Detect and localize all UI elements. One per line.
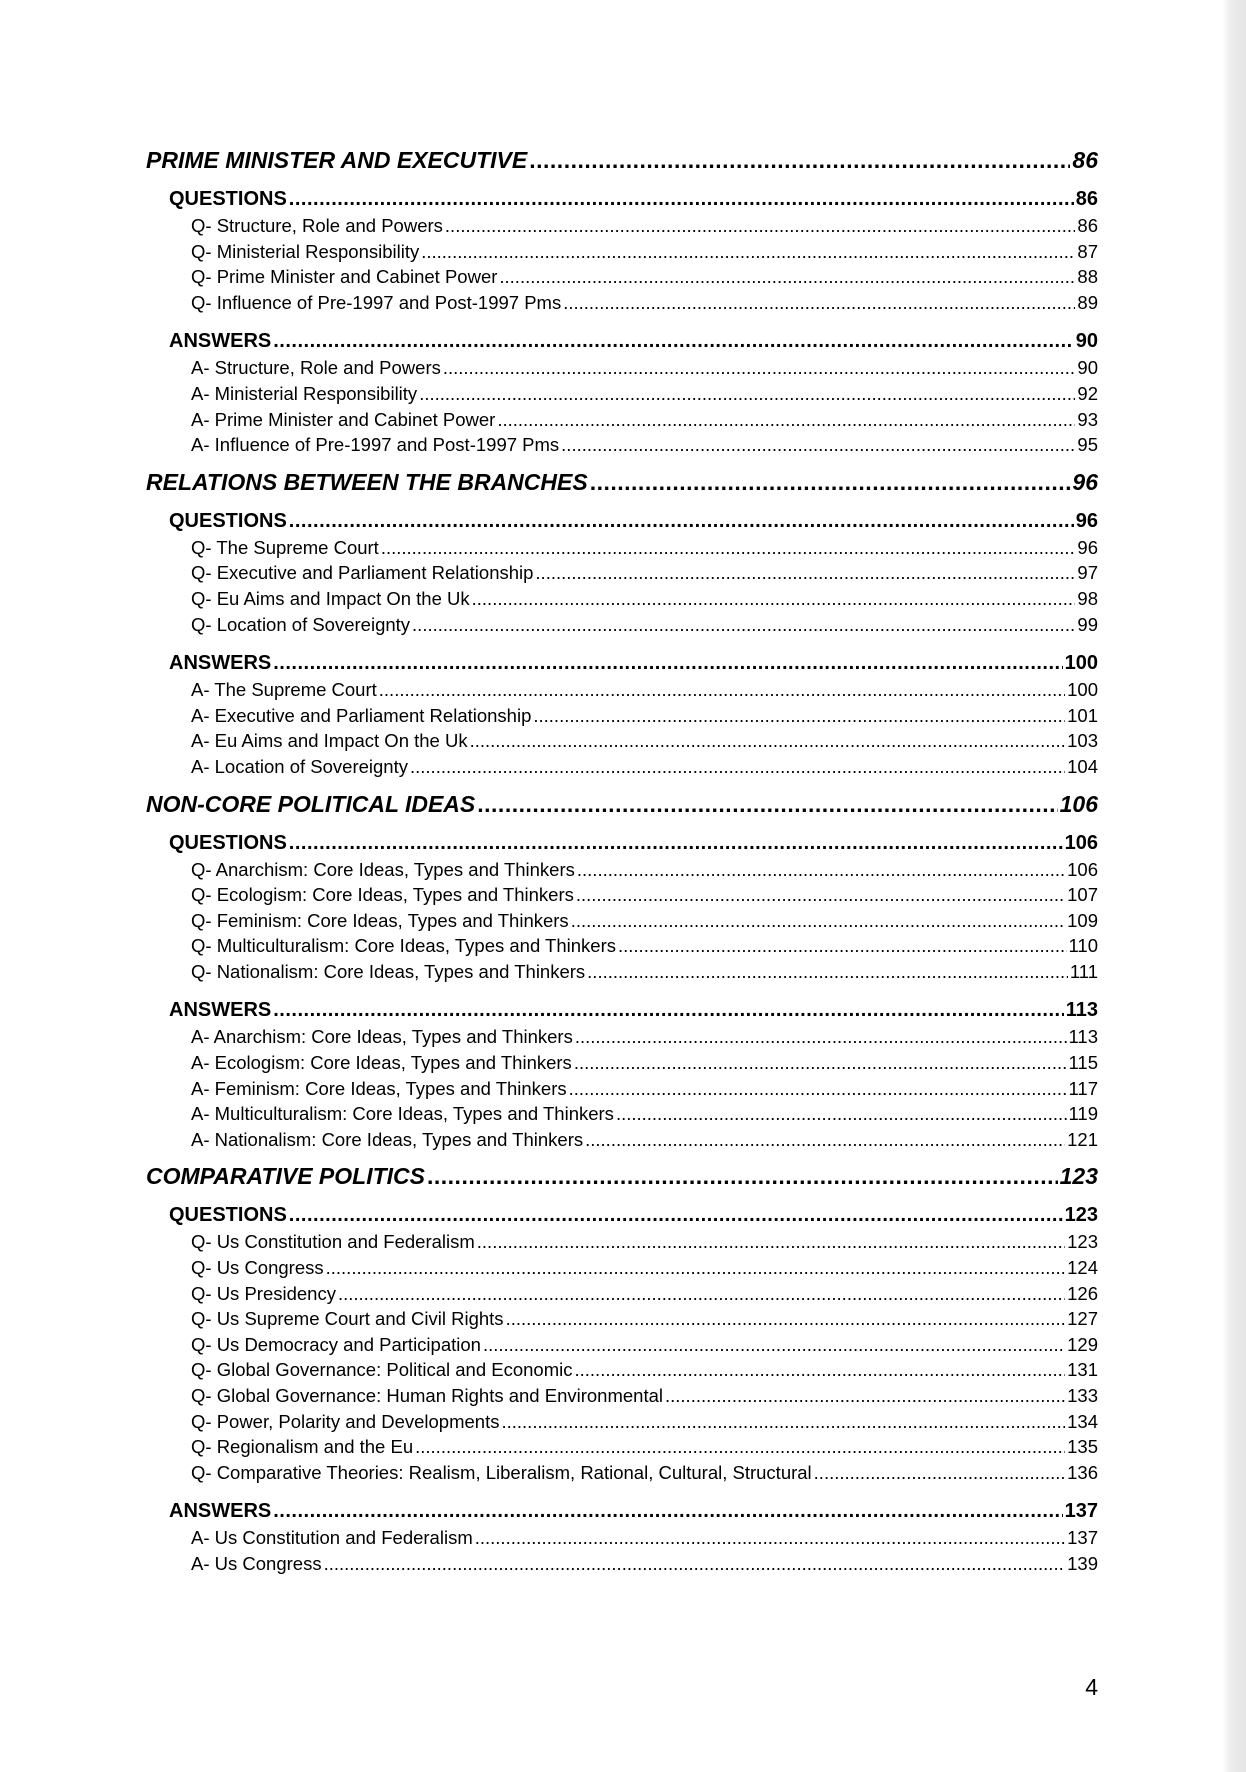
section-heading-label: ANSWERS bbox=[169, 330, 272, 353]
toc-entry-label: A- Us Constitution and Federalism bbox=[191, 1527, 473, 1549]
dot-leader bbox=[421, 239, 1075, 265]
table-of-contents bbox=[146, 145, 1098, 1577]
toc-entry-page-number: 100 bbox=[1067, 679, 1098, 701]
toc-entry-label: Q- Comparative Theories: Realism, Liberalism, Rational, Cultural, Structural bbox=[191, 1461, 812, 1483]
toc-entry[interactable] bbox=[146, 1332, 1098, 1358]
section-heading-label: ANSWERS bbox=[169, 1500, 272, 1523]
dot-leader bbox=[289, 508, 1074, 535]
toc-entry-label: A- Location of Sovereignty bbox=[191, 755, 408, 777]
dot-leader bbox=[575, 1024, 1067, 1050]
dot-leader bbox=[616, 1101, 1067, 1127]
toc-entry-page-number: 131 bbox=[1067, 1359, 1098, 1381]
section-heading[interactable] bbox=[146, 508, 1098, 535]
toc-entry[interactable] bbox=[146, 703, 1098, 729]
toc-entry-page-number: 99 bbox=[1077, 613, 1098, 635]
toc-entry-page-number: 106 bbox=[1067, 858, 1098, 880]
dot-leader bbox=[814, 1460, 1065, 1486]
toc-entry-page-number: 133 bbox=[1067, 1385, 1098, 1406]
chapter-heading[interactable] bbox=[146, 1161, 1098, 1192]
section-heading-label: QUESTIONS bbox=[169, 831, 287, 854]
toc-entry-page-number: 103 bbox=[1067, 730, 1098, 752]
toc-entry-label: Q- Ecologism: Core Ideas, Types and Thinkers bbox=[191, 884, 574, 906]
toc-entry-label: A- Ecologism: Core Ideas, Types and Thinkers bbox=[191, 1052, 572, 1074]
dot-leader bbox=[412, 612, 1075, 638]
dot-leader bbox=[273, 997, 1064, 1024]
section-heading-page-number: 90 bbox=[1075, 330, 1098, 353]
toc-entry-page-number: 139 bbox=[1067, 1552, 1098, 1574]
toc-chapter bbox=[146, 1161, 1098, 1576]
toc-section bbox=[146, 186, 1098, 315]
toc-entry-label: Q- Structure, Role and Powers bbox=[191, 215, 443, 236]
toc-entry-page-number: 121 bbox=[1067, 1128, 1098, 1150]
chapter-heading[interactable] bbox=[146, 145, 1098, 176]
toc-entry[interactable] bbox=[146, 1460, 1098, 1486]
toc-section bbox=[146, 650, 1098, 779]
dot-leader bbox=[533, 703, 1065, 729]
toc-entry[interactable] bbox=[146, 560, 1098, 586]
dot-leader bbox=[338, 1281, 1065, 1307]
toc-entry-page-number: 90 bbox=[1077, 357, 1098, 379]
toc-section bbox=[146, 1498, 1098, 1576]
dot-leader bbox=[571, 908, 1065, 934]
dot-leader bbox=[497, 407, 1075, 433]
toc-entry[interactable] bbox=[146, 1076, 1098, 1102]
toc-entry[interactable] bbox=[146, 213, 1098, 239]
section-heading-label: QUESTIONS bbox=[169, 188, 287, 210]
toc-entry-label: Q- Prime Minister and Cabinet Power bbox=[191, 266, 498, 288]
section-heading[interactable] bbox=[146, 1202, 1098, 1229]
chapter-heading-page-number: 96 bbox=[1072, 468, 1098, 495]
dot-leader bbox=[470, 728, 1066, 754]
toc-entry[interactable] bbox=[146, 239, 1098, 265]
toc-entry-label: Q- Anarchism: Core Ideas, Types and Thinkers bbox=[191, 858, 575, 880]
toc-entry-page-number: 107 bbox=[1067, 884, 1098, 906]
toc-entry-page-number: 111 bbox=[1069, 960, 1098, 982]
dot-leader bbox=[289, 186, 1074, 213]
section-heading[interactable] bbox=[146, 1498, 1098, 1525]
toc-entry-label: Q- Global Governance: Human Rights and Environmental bbox=[191, 1385, 663, 1406]
toc-entry-label: Q- Global Governance: Political and Economic bbox=[191, 1359, 573, 1381]
toc-entry[interactable] bbox=[146, 355, 1098, 381]
dot-leader bbox=[427, 1161, 1058, 1192]
toc-entry-page-number: 115 bbox=[1068, 1052, 1098, 1074]
toc-entry[interactable] bbox=[146, 1229, 1098, 1255]
dot-leader bbox=[483, 1332, 1065, 1358]
dot-leader bbox=[585, 1127, 1065, 1153]
toc-entry[interactable] bbox=[146, 1306, 1098, 1332]
toc-entry-label: Q- Us Presidency bbox=[191, 1282, 336, 1304]
toc-entry[interactable] bbox=[146, 882, 1098, 908]
toc-entry-page-number: 117 bbox=[1068, 1077, 1098, 1099]
toc-entry-label: A- Nationalism: Core Ideas, Types and Thinkers bbox=[191, 1128, 584, 1150]
toc-entry-page-number: 126 bbox=[1067, 1282, 1098, 1304]
section-heading-page-number: 96 bbox=[1075, 509, 1098, 532]
toc-entry[interactable] bbox=[146, 432, 1098, 458]
toc-entry-page-number: 136 bbox=[1067, 1461, 1098, 1483]
toc-entry-page-number: 95 bbox=[1077, 434, 1098, 456]
toc-entry-page-number: 101 bbox=[1067, 704, 1098, 726]
chapter-heading-label: RELATIONS BETWEEN THE BRANCHES bbox=[146, 468, 588, 495]
toc-entry[interactable] bbox=[146, 264, 1098, 290]
dot-leader bbox=[326, 1255, 1066, 1281]
toc-entry-label: Q- Us Congress bbox=[191, 1257, 324, 1279]
toc-entry-page-number: 96 bbox=[1077, 536, 1098, 558]
toc-entry-label: A- The Supreme Court bbox=[191, 679, 377, 701]
toc-entry-label: Q- Us Democracy and Participation bbox=[191, 1333, 481, 1355]
toc-entry-label: A- Anarchism: Core Ideas, Types and Thinkers bbox=[191, 1026, 573, 1048]
toc-entry[interactable] bbox=[146, 1024, 1098, 1050]
toc-entry[interactable] bbox=[146, 1409, 1098, 1435]
section-heading-label: QUESTIONS bbox=[169, 509, 287, 532]
toc-entry-label: A- Eu Aims and Impact On the Uk bbox=[191, 730, 468, 752]
dot-leader bbox=[569, 1076, 1067, 1102]
dot-leader bbox=[590, 467, 1071, 498]
toc-entry-page-number: 124 bbox=[1067, 1257, 1098, 1279]
toc-entry-label: Q- Location of Sovereignty bbox=[191, 613, 411, 635]
toc-entry-page-number: 93 bbox=[1077, 408, 1098, 430]
chapter-heading-label: NON-CORE POLITICAL IDEAS bbox=[146, 790, 476, 817]
section-heading[interactable] bbox=[146, 830, 1098, 857]
section-heading-label: ANSWERS bbox=[169, 652, 272, 675]
toc-entry-label: Q- Power, Polarity and Developments bbox=[191, 1410, 500, 1432]
chapter-heading-label: COMPARATIVE POLITICS bbox=[146, 1163, 425, 1190]
dot-leader bbox=[472, 586, 1076, 612]
toc-entry-page-number: 92 bbox=[1077, 382, 1098, 404]
section-heading-page-number: 106 bbox=[1064, 831, 1098, 854]
section-heading-label: ANSWERS bbox=[169, 999, 272, 1022]
toc-entry[interactable] bbox=[146, 1255, 1098, 1281]
toc-entry[interactable] bbox=[146, 1127, 1098, 1153]
toc-entry-label: Q- Us Supreme Court and Civil Rights bbox=[191, 1308, 504, 1330]
dot-leader bbox=[577, 857, 1065, 883]
toc-section bbox=[146, 830, 1098, 985]
toc-section bbox=[146, 328, 1098, 457]
toc-entry[interactable] bbox=[146, 1357, 1098, 1383]
section-heading-page-number: 113 bbox=[1065, 999, 1098, 1022]
section-heading[interactable] bbox=[146, 186, 1098, 213]
dot-leader bbox=[410, 754, 1065, 780]
dot-leader bbox=[506, 1306, 1066, 1332]
toc-entry-page-number: 86 bbox=[1077, 215, 1098, 236]
section-heading[interactable] bbox=[146, 650, 1098, 677]
page-number: 4 bbox=[1085, 1674, 1098, 1700]
chapter-heading-label: PRIME MINISTER AND EXECUTIVE bbox=[146, 147, 528, 173]
dot-leader bbox=[445, 213, 1076, 239]
dot-leader bbox=[273, 1498, 1062, 1525]
toc-entry-label: Q- Us Constitution and Federalism bbox=[191, 1231, 475, 1253]
dot-leader bbox=[561, 432, 1075, 458]
dot-leader bbox=[499, 264, 1075, 290]
section-heading-page-number: 123 bbox=[1064, 1204, 1098, 1227]
dot-leader bbox=[415, 1434, 1065, 1460]
dot-leader bbox=[575, 1357, 1066, 1383]
dot-leader bbox=[563, 290, 1075, 316]
toc-entry-label: A- Structure, Role and Powers bbox=[191, 357, 441, 379]
toc-entry-label: Q- Feminism: Core Ideas, Types and Thinkers bbox=[191, 909, 569, 931]
toc-entry[interactable] bbox=[146, 677, 1098, 703]
dot-leader bbox=[379, 677, 1065, 703]
chapter-heading-page-number: 86 bbox=[1072, 147, 1098, 173]
toc-entry-label: Q- Eu Aims and Impact On the Uk bbox=[191, 587, 470, 609]
toc-entry-label: Q- The Supreme Court bbox=[191, 536, 379, 558]
toc-entry-page-number: 98 bbox=[1077, 587, 1098, 609]
toc-entry[interactable] bbox=[146, 754, 1098, 780]
toc-chapter bbox=[146, 145, 1098, 458]
toc-entry[interactable] bbox=[146, 612, 1098, 638]
toc-entry-page-number: 88 bbox=[1077, 266, 1098, 288]
toc-entry-label: Q- Influence of Pre-1997 and Post-1997 Pms bbox=[191, 291, 562, 313]
toc-entry-page-number: 134 bbox=[1067, 1410, 1098, 1432]
toc-entry[interactable] bbox=[146, 586, 1098, 612]
toc-entry-label: A- Executive and Parliament Relationship bbox=[191, 704, 532, 726]
dot-leader bbox=[587, 959, 1068, 985]
dot-leader bbox=[273, 328, 1074, 355]
chapter-heading-page-number: 106 bbox=[1059, 790, 1098, 817]
toc-entry-label: Q- Regionalism and the Eu bbox=[191, 1436, 414, 1458]
toc-chapter bbox=[146, 467, 1098, 780]
section-heading-page-number: 100 bbox=[1064, 652, 1098, 675]
toc-entry-page-number: 97 bbox=[1077, 562, 1098, 584]
toc-entry[interactable] bbox=[146, 407, 1098, 433]
dot-leader bbox=[273, 650, 1062, 677]
toc-section bbox=[146, 508, 1098, 637]
dot-leader bbox=[501, 1409, 1065, 1435]
toc-entry-label: A- Us Congress bbox=[191, 1552, 322, 1574]
toc-entry-page-number: 113 bbox=[1068, 1026, 1098, 1048]
toc-chapter bbox=[146, 789, 1098, 1153]
dot-leader bbox=[443, 355, 1076, 381]
dot-leader bbox=[618, 933, 1067, 959]
dot-leader bbox=[475, 1525, 1065, 1551]
toc-entry-page-number: 127 bbox=[1067, 1308, 1098, 1330]
toc-entry[interactable] bbox=[146, 1434, 1098, 1460]
toc-entry[interactable] bbox=[146, 381, 1098, 407]
dot-leader bbox=[289, 1202, 1063, 1229]
toc-entry-page-number: 110 bbox=[1068, 935, 1098, 957]
dot-leader bbox=[665, 1383, 1065, 1409]
toc-entry-page-number: 89 bbox=[1077, 291, 1098, 313]
dot-leader bbox=[324, 1551, 1066, 1577]
toc-entry-page-number: 119 bbox=[1068, 1103, 1098, 1125]
toc-entry[interactable] bbox=[146, 1050, 1098, 1076]
chapter-heading[interactable] bbox=[146, 467, 1098, 498]
dot-leader bbox=[535, 560, 1075, 586]
toc-entry-page-number: 129 bbox=[1067, 1333, 1098, 1355]
toc-entry-label: Q- Nationalism: Core Ideas, Types and Thinkers bbox=[191, 960, 586, 982]
toc-entry[interactable] bbox=[146, 535, 1098, 561]
toc-entry[interactable] bbox=[146, 728, 1098, 754]
section-heading[interactable] bbox=[146, 997, 1098, 1024]
toc-section bbox=[146, 997, 1098, 1152]
dot-leader bbox=[574, 1050, 1067, 1076]
toc-entry-label: A- Feminism: Core Ideas, Types and Thinkers bbox=[191, 1077, 567, 1099]
toc-entry[interactable] bbox=[146, 857, 1098, 883]
toc-entry[interactable] bbox=[146, 1281, 1098, 1307]
toc-entry[interactable] bbox=[146, 1101, 1098, 1127]
dot-leader bbox=[477, 1229, 1065, 1255]
chapter-heading-page-number: 123 bbox=[1059, 1163, 1098, 1190]
toc-entry-page-number: 109 bbox=[1067, 909, 1098, 931]
dot-leader bbox=[529, 145, 1070, 176]
toc-entry[interactable] bbox=[146, 1383, 1098, 1409]
toc-entry-page-number: 87 bbox=[1077, 240, 1098, 262]
toc-entry[interactable] bbox=[146, 933, 1098, 959]
dot-leader bbox=[477, 789, 1057, 820]
toc-entry-label: A- Prime Minister and Cabinet Power bbox=[191, 408, 496, 430]
toc-entry-label: Q- Ministerial Responsibility bbox=[191, 240, 420, 262]
toc-entry[interactable] bbox=[146, 908, 1098, 934]
toc-entry-page-number: 123 bbox=[1067, 1231, 1098, 1253]
toc-entry-label: Q- Multiculturalism: Core Ideas, Types and Thinkers bbox=[191, 935, 616, 957]
dot-leader bbox=[381, 535, 1076, 561]
section-heading[interactable] bbox=[146, 328, 1098, 355]
section-heading-page-number: 86 bbox=[1075, 188, 1098, 210]
toc-entry-label: A- Multiculturalism: Core Ideas, Types and Thinkers bbox=[191, 1103, 614, 1125]
toc-entry-label: A- Influence of Pre-1997 and Post-1997 Pms bbox=[191, 434, 560, 456]
chapter-heading[interactable] bbox=[146, 789, 1098, 820]
toc-entry-label: A- Ministerial Responsibility bbox=[191, 382, 418, 404]
toc-entry-page-number: 137 bbox=[1067, 1527, 1098, 1549]
toc-entry[interactable] bbox=[146, 1551, 1098, 1577]
toc-entry[interactable] bbox=[146, 959, 1098, 985]
dot-leader bbox=[576, 882, 1065, 908]
dot-leader bbox=[289, 830, 1063, 857]
toc-entry-label: Q- Executive and Parliament Relationship bbox=[191, 562, 534, 584]
toc-section bbox=[146, 1202, 1098, 1485]
toc-entry[interactable] bbox=[146, 290, 1098, 316]
toc-entry[interactable] bbox=[146, 1525, 1098, 1551]
section-heading-label: QUESTIONS bbox=[169, 1204, 287, 1227]
section-heading-page-number: 137 bbox=[1064, 1500, 1098, 1523]
dot-leader bbox=[419, 381, 1075, 407]
toc-entry-page-number: 135 bbox=[1067, 1436, 1098, 1458]
toc-entry-page-number: 104 bbox=[1067, 755, 1098, 777]
